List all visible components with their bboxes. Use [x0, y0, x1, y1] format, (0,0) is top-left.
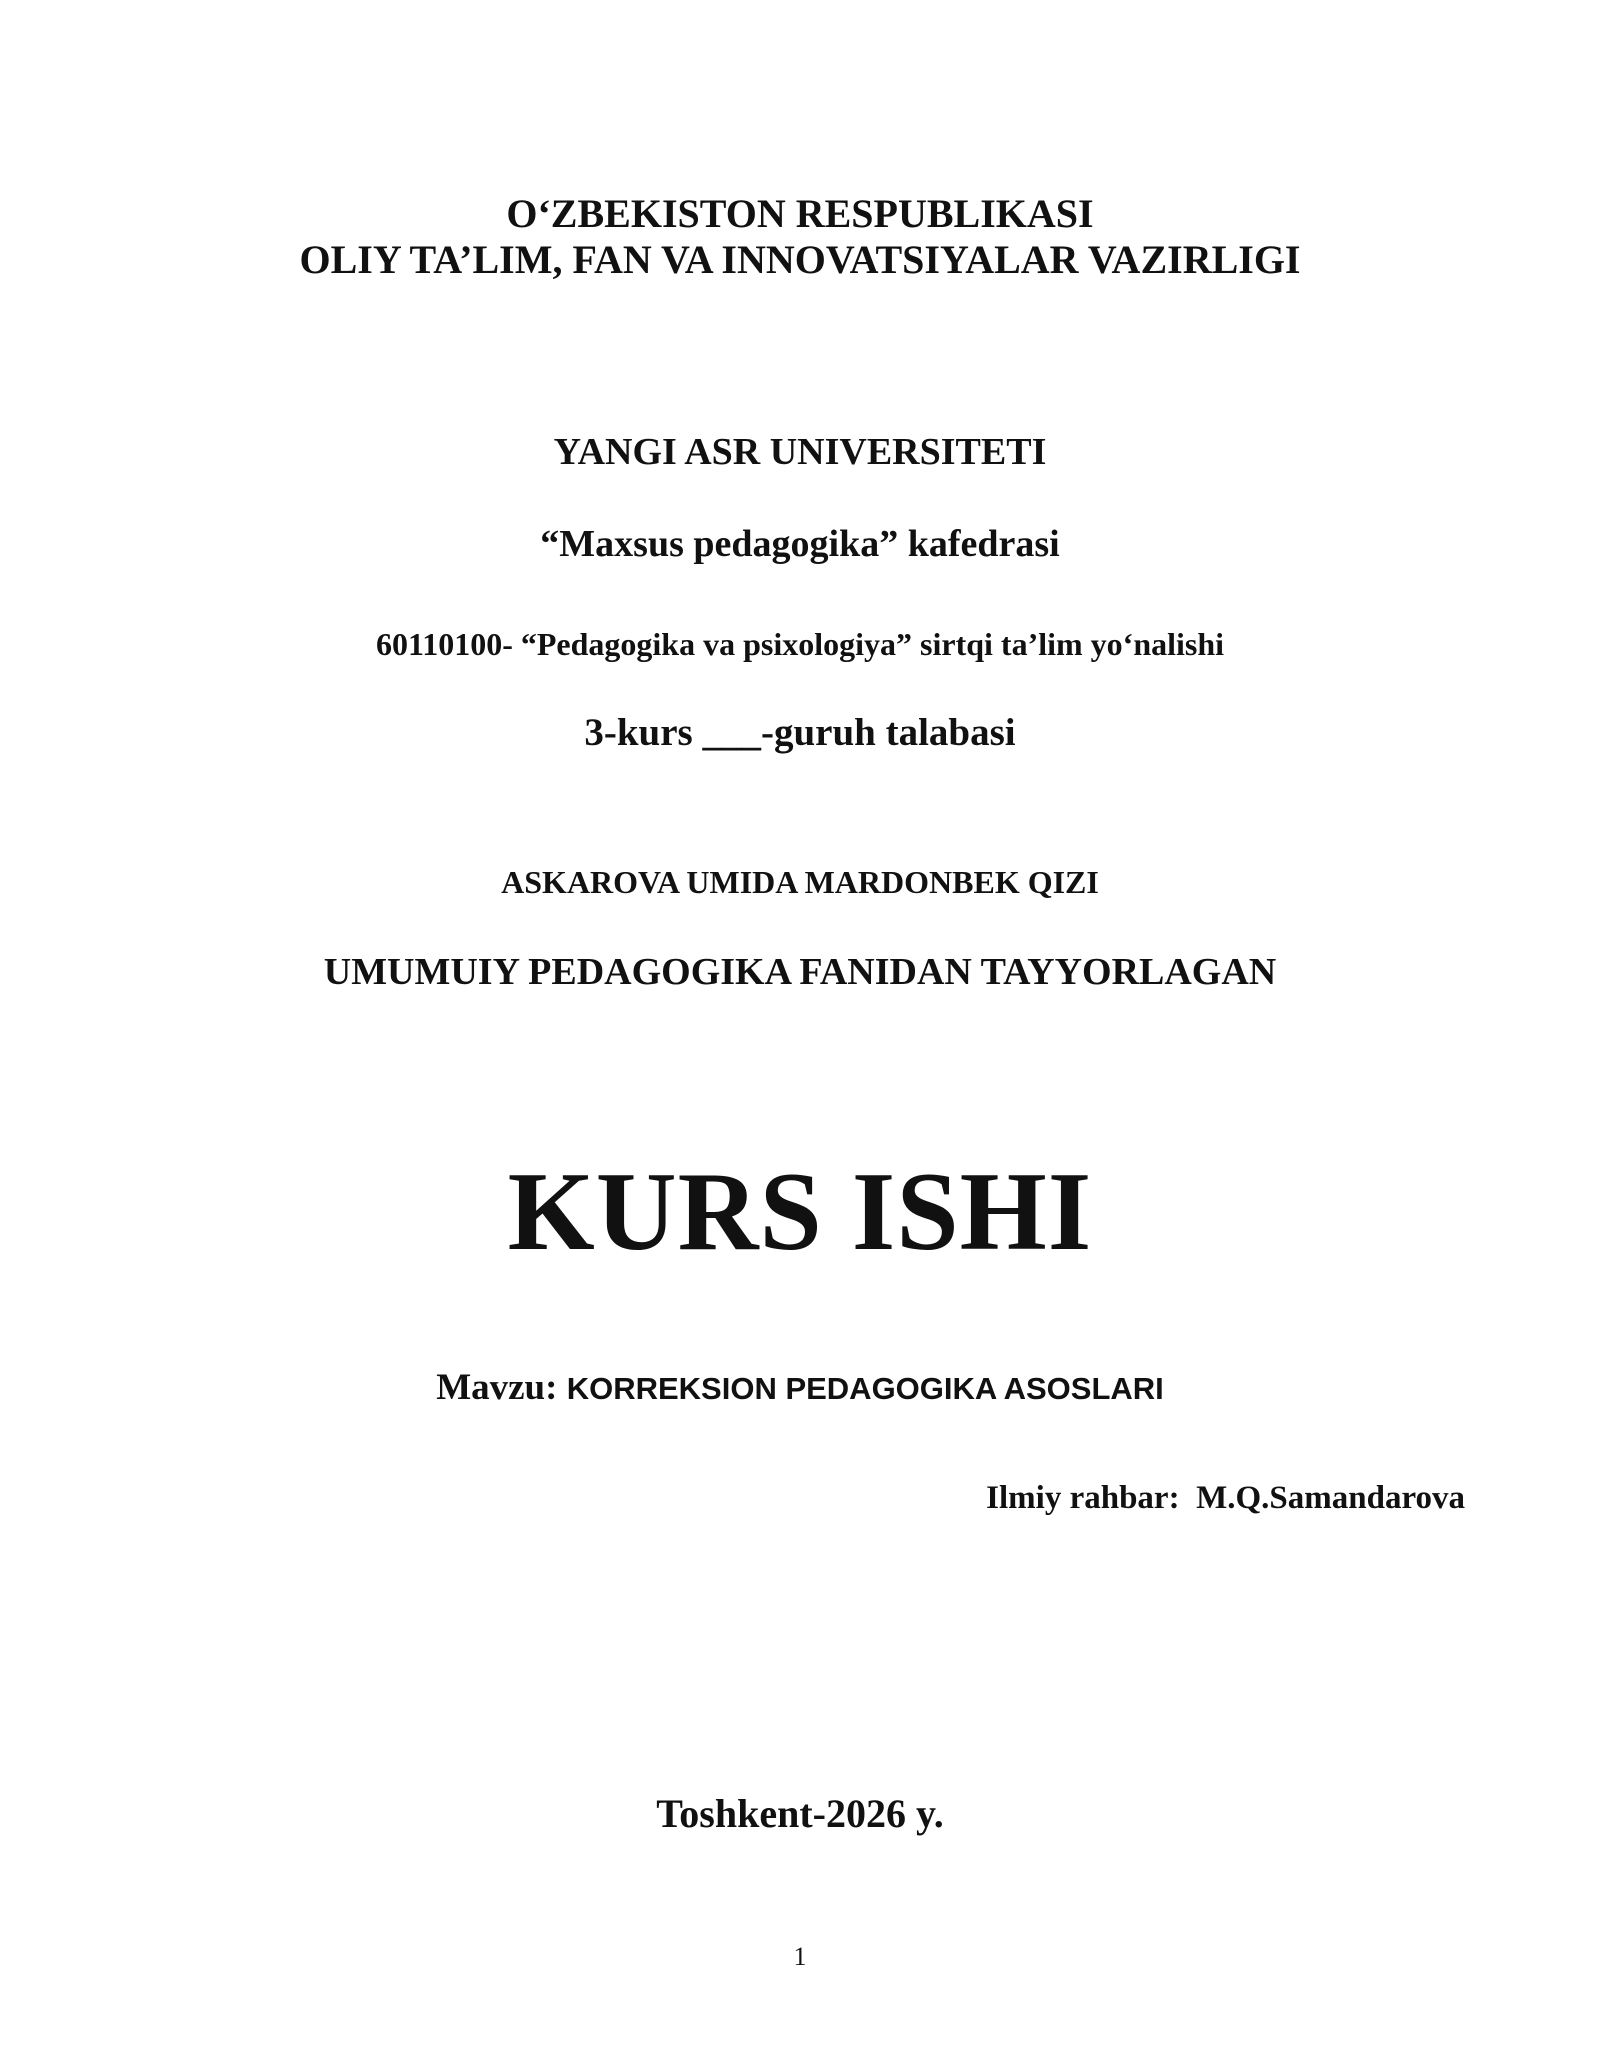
- subject-line: UMUMUIY PEDAGOGIKA FANIDAN TAYYORLAGAN: [323, 951, 1277, 993]
- topic-value: KORREKSION PEDAGOGIKA ASOSLARI: [566, 1371, 1164, 1406]
- page-number: 1: [793, 1942, 807, 1971]
- university-name: YANGI ASR UNIVERSITETI: [553, 431, 1047, 473]
- student-name: ASKAROVA UMIDA MARDONBEK QIZI: [501, 864, 1099, 900]
- country-name: O‘ZBEKISTON RESPUBLIKASI: [506, 191, 1094, 236]
- supervisor-label: Ilmiy rahbar:: [986, 1480, 1197, 1516]
- program-name: 60110100- “Pedagogika va psixologiya” sirtqi ta’lim yo‘nalishi: [375, 626, 1225, 662]
- department-name: “Maxsus pedagogika” kafedrasi: [540, 523, 1060, 565]
- course-group-line: 3-kurs ___-guruh talabasi: [584, 711, 1016, 754]
- supervisor-line: [0, 1480, 1465, 1517]
- city-year: Toshkent-2026 y.: [656, 1791, 944, 1836]
- document-title: KURS ISHI: [507, 1150, 1093, 1274]
- topic-label: Mavzu:: [436, 1367, 567, 1408]
- topic-line: [0, 1366, 1600, 1409]
- supervisor-name: M.Q.Samandarova: [1196, 1480, 1465, 1516]
- ministry-name: OLIY TA’LIM, FAN VA INNOVATSIYALAR VAZIRLIGI: [299, 237, 1301, 282]
